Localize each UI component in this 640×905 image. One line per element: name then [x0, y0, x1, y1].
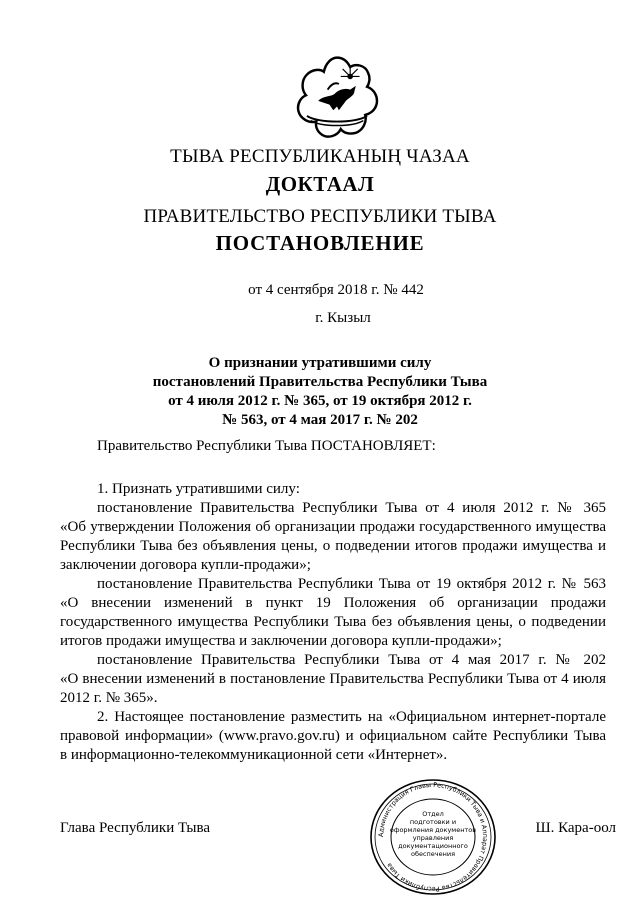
body-line: Республики Тыва без объявления цены, о подведении итогов продажи имущества и: [60, 538, 606, 554]
signatory-name: Ш. Кара-оол: [535, 820, 616, 836]
title-line: постановлений Правительства Республики Тыва: [152, 374, 488, 390]
republic-title-tuvan: ТЫВА РЕСПУБЛИКАНЫҢ ЧАЗАА: [170, 146, 470, 167]
official-stamp: [365, 776, 501, 898]
title-line: № 563, от 4 мая 2017 г. № 202: [222, 412, 418, 428]
body-line: заключении договора купли-продажи»;: [60, 557, 311, 573]
title-line: от 4 июля 2012 г. № 365, от 19 октября 2012 г.: [168, 393, 472, 409]
signatory-position: Глава Республики Тыва: [60, 820, 211, 836]
stamp-center-line: управления: [412, 834, 454, 842]
body-line: правовой информации» (www.pravo.gov.ru) и официальном сайте Республики Тыва: [60, 728, 606, 744]
body-line: «О внесении изменений в пункт 19 Положения об организации продажи: [60, 595, 606, 611]
body-line: 2012 г. № 365».: [60, 690, 158, 706]
body-line: итогов продажи имущества и заключении договора купли-продажи»;: [60, 633, 502, 649]
document-date: от 4 сентября 2018 г. № 442: [248, 282, 424, 298]
republic-title-russian: ПРАВИТЕЛЬСТВО РЕСПУБЛИКИ ТЫВА: [143, 206, 497, 227]
resolution-body: [60, 480, 606, 765]
intro-line: Правительство Республики Тыва ПОСТАНОВЛЯЕТ:: [97, 438, 436, 454]
body-line: постановление Правительства Республики Тыва от 19 октября 2012 г. № 563: [97, 576, 606, 592]
stamp-center-line: подготовки и: [409, 818, 457, 826]
body-line: «Об утверждении Положения об организации продажи государственного имущества: [60, 519, 606, 535]
stamp-center-line: Отдел: [422, 810, 444, 818]
stamp-center-line: документационного: [398, 842, 468, 850]
stamp-center-line: оформления документов: [389, 826, 477, 834]
title-line: О признании утратившими силу: [208, 355, 432, 371]
stamp-center-line: обеспечения: [410, 850, 456, 858]
coat-of-arms-emblem: [290, 52, 384, 146]
resolution-title: [0, 354, 640, 430]
document-type-tuvan: ДОКТААЛ: [265, 172, 375, 196]
resolution-intro: [60, 437, 606, 456]
stamp-ring-text: Администрация Главы Республики Тыва и Аппарат Правительства Республики Тыва: [376, 780, 490, 894]
document-city: г. Кызыл: [315, 310, 371, 326]
body-line: постановление Правительства Республики Тыва от 4 июля 2012 г. № 365: [97, 500, 606, 516]
body-line: 1. Признать утратившими силу:: [97, 481, 300, 497]
body-line: 2. Настоящее постановление разместить на «Официальном интернет-портале: [97, 709, 606, 725]
body-line: в информационно-телекоммуникационной сети «Интернет».: [60, 747, 448, 763]
body-line: «О внесении изменений в постановление Правительства Республики Тыва от 4 июля: [60, 671, 606, 687]
document-type-russian: ПОСТАНОВЛЕНИЕ: [215, 231, 425, 255]
body-line: постановление Правительства Республики Тыва от 4 мая 2017 г. № 202: [97, 652, 606, 668]
body-line: государственного имущества Республики Тыва без объявления цены, о подведении: [60, 614, 606, 630]
